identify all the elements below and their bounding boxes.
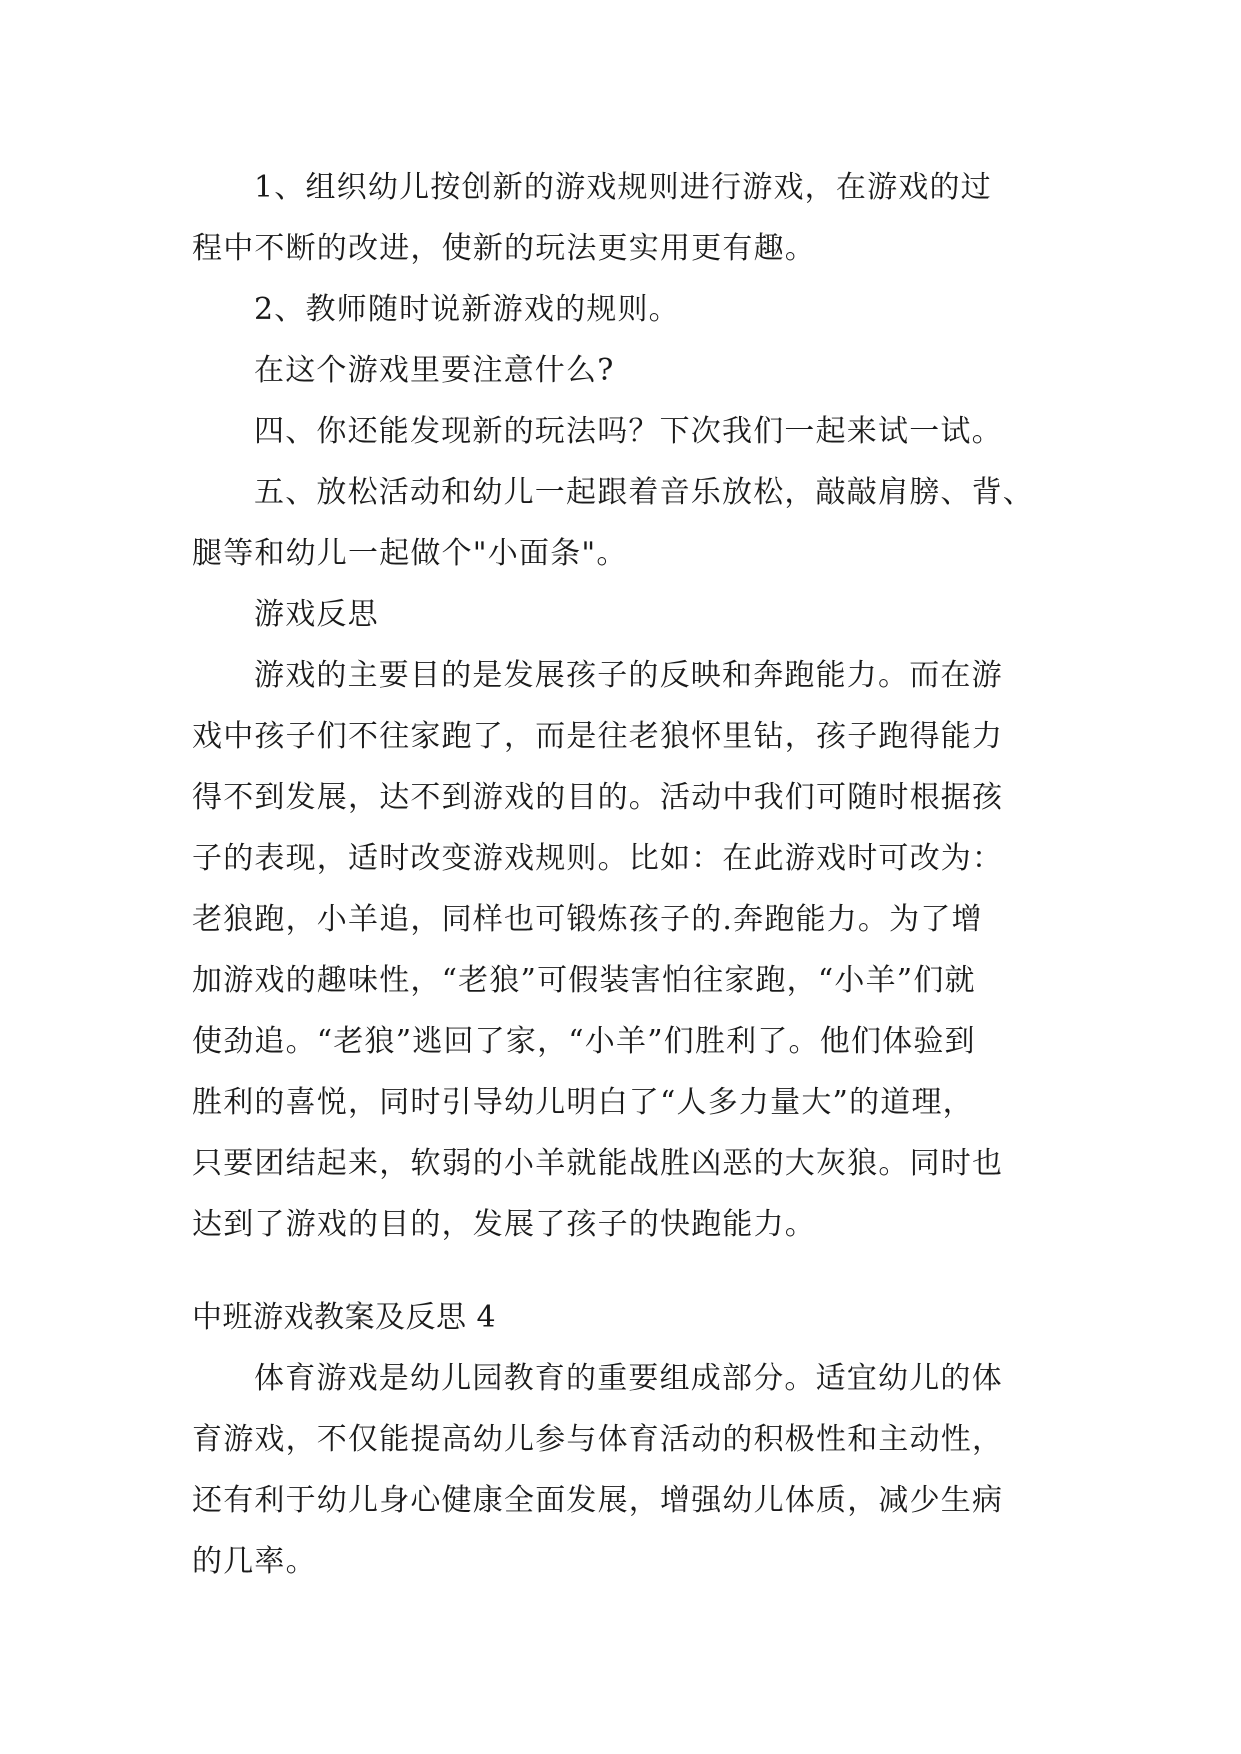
list-item-1-line-1: 1、组织幼儿按创新的游戏规则进行游戏，在游戏的过 — [254, 170, 992, 205]
question-line: 在这个游戏里要注意什么? — [254, 353, 615, 388]
intro-line-3: 还有利于幼儿身心健康全面发展，增强幼儿体质，减少生病 — [192, 1483, 1004, 1518]
reflection-line-1: 游戏的主要目的是发展孩子的反映和奔跑能力。而在游 — [254, 658, 1003, 693]
section-five-line-2: 腿等和幼儿一起做个"小面条"。 — [192, 536, 628, 571]
list-item-1-line-2: 程中不断的改进，使新的玩法更实用更有趣。 — [192, 231, 816, 266]
reflection-line-9: 只要团结起来，软弱的小羊就能战胜凶恶的大灰狼。同时也 — [192, 1146, 1004, 1181]
intro-line-2: 育游戏，不仅能提高幼儿参与体育活动的积极性和主动性， — [192, 1422, 1004, 1457]
reflection-line-4: 子的表现，适时改变游戏规则。比如：在此游戏时可改为： — [192, 841, 1004, 876]
section-four: 四、你还能发现新的玩法吗？下次我们一起来试一试。 — [254, 414, 1003, 449]
intro-line-4: 的几率。 — [192, 1544, 317, 1579]
reflection-line-6: 加游戏的趣味性，“老狼”可假装害怕往家跑，“小羊”们就 — [192, 963, 976, 998]
reflection-line-7: 使劲追。“老狼”逃回了家，“小羊”们胜利了。他们体验到 — [192, 1024, 976, 1059]
reflection-line-5: 老狼跑，小羊追，同样也可锻炼孩子的.奔跑能力。为了增 — [192, 902, 983, 937]
section-title: 中班游戏教案及反思 4 — [192, 1300, 497, 1335]
reflection-line-10: 达到了游戏的目的，发展了孩子的快跑能力。 — [192, 1207, 816, 1242]
reflection-heading: 游戏反思 — [254, 597, 379, 632]
list-item-2: 2、教师随时说新游戏的规则。 — [254, 292, 680, 327]
section-five-line-1: 五、放松活动和幼儿一起跟着音乐放松，敲敲肩膀、背、 — [254, 475, 1034, 510]
reflection-line-3: 得不到发展，达不到游戏的目的。活动中我们可随时根据孩 — [192, 780, 1004, 815]
reflection-line-2: 戏中孩子们不往家跑了，而是往老狼怀里钻，孩子跑得能力 — [192, 719, 1004, 754]
reflection-line-8: 胜利的喜悦，同时引导幼儿明白了“人多力量大”的道理， — [192, 1085, 974, 1120]
intro-line-1: 体育游戏是幼儿园教育的重要组成部分。适宜幼儿的体 — [254, 1361, 1003, 1396]
